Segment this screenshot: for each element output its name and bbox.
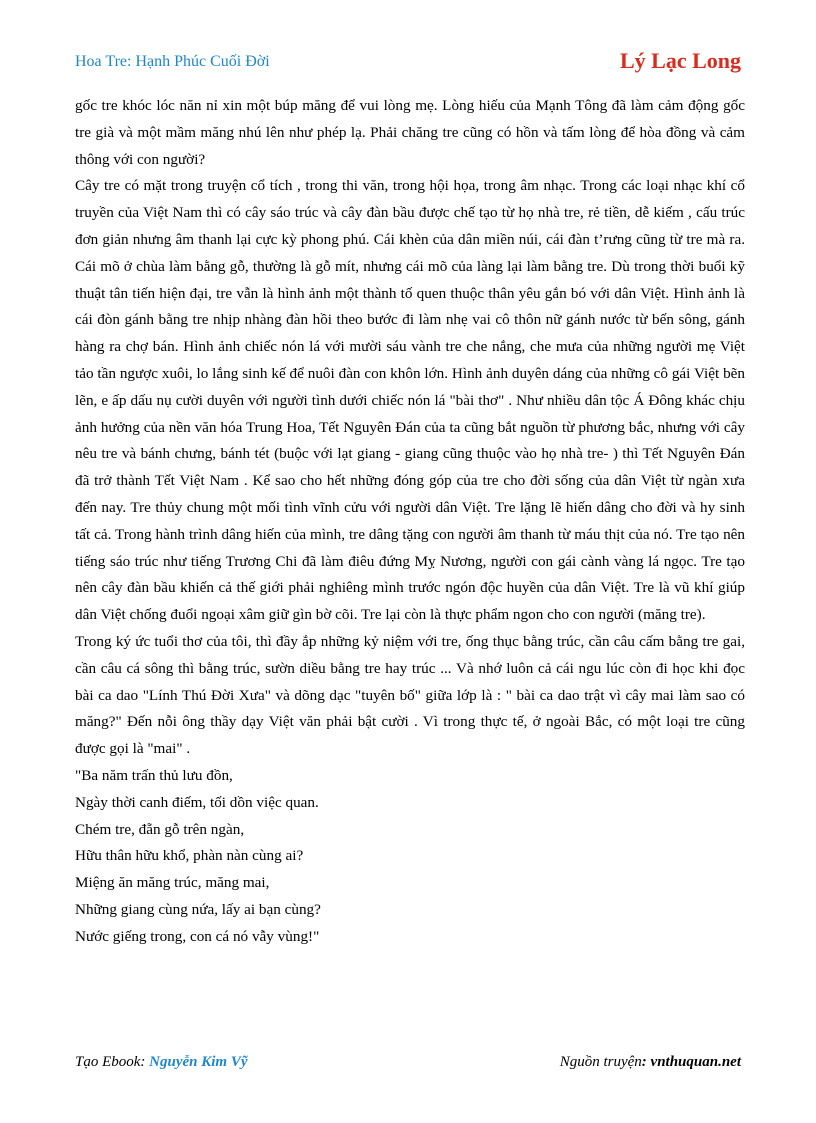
book-title: Hoa Tre: Hạnh Phúc Cuối Đời — [75, 53, 270, 70]
source-credit — [560, 1054, 741, 1071]
verse-line: "Ba năm trấn thủ lưu đồn, — [75, 766, 233, 784]
ebook-creator: Nguyễn Kim Vỹ — [149, 1054, 248, 1070]
author-name: Lý Lạc Long — [619, 48, 741, 73]
body-text — [75, 93, 745, 951]
paragraph: Trong ký ức tuổi thơ của tôi, thì đầy ắp những kỷ niệm với tre, ống thục bằng trúc, cần câu cấm bằng tre gai, cần câu cá sông thì bằng trúc, sườn diều bằng tre hay trúc ... Và nhớ luôn cả cái ngu lúc còn đi học khi đọc bài ca dao "Lính Thú Đời Xưa" và dõng dạc "tuyên bố" giữa lớp là : " bài ca dao trật vì cây mai làm sao có măng?" Đến nỗi ông thầy dạy Việt văn phải bật cười . Vì trong thực tế, ở ngoài Bắc, có một loại tre cũng được gọi là "mai" . — [75, 632, 745, 758]
verse-line: Những giang cùng nứa, lấy ai bạn cùng? — [75, 900, 321, 918]
paragraph: Cây tre có mặt trong truyện cổ tích , trong thi văn, trong hội họa, trong âm nhạc. Trong các loại nhạc khí cổ truyền của Việt Nam thì có cây sáo trúc và cây đàn bầu được chế tạo từ họ nhà tre, rẻ tiền, dễ kiếm , cấu trúc đơn giản nhưng âm thanh lại cực kỳ phong phú. Cái khèn của dân miền núi, cái đàn t’rưng cũng từ tre mà ra. Cái mõ ở chùa làm bằng gỗ, thường là gỗ mít, nhưng cái mõ của làng lại làm bằng tre. Dù trong thời buổi kỹ thuật tân tiến hiện đại, tre vẫn là hình ảnh một thành tố quen thuộc thân yêu gắn bó với dân Việt. Hình ảnh là cái đòn gánh bằng tre nhịp nhàng đàn hồi theo bước đi làm nhẹ vai cô thôn nữ gánh nước từ bến sông, gánh hàng ra chợ bán. Hình ảnh chiếc nón lá với mười sáu vành tre che nắng, che mưa của những người mẹ Việt tảo tần ngược xuôi, lo lắng sinh kế để nuôi đàn con khôn lớn. Hình ảnh duyên dáng của những cô gái Việt bẽn lẽn, e ấp dấu nụ cười duyên với người tình dưới chiếc nón lá "bài thơ" . Như nhiều dân tộc Á Đông khác chịu ảnh hưởng của nền văn hóa Trung Hoa, Tết Nguyên Đán của ta cũng bắt nguồn từ phương bắc, nhưng với cây nêu tre và bánh chưng, bánh tét (buộc với lạt giang - giang cũng thuộc vào họ nhà tre- ) thì Tết Nguyên Đán đã trở thành Tết Việt Nam . Kể sao cho hết những đóng góp của tre cho đời sống của dân Việt từ ngàn xưa đến nay. Tre thủy chung một mối tình vĩnh cửu với người dân Việt. Tre lặng lẽ hiến dâng cho đời và hy sinh tất cả. Trong hành trình dâng hiến của mình, tre dâng tặng con người âm thanh từ máu thịt của nó. Tre tạo nên tiếng sáo trúc như tiếng Trương Chi đã làm điêu đứng Mỵ Nương, người con gái cành vàng lá ngọc. Tre tạo nên cây đàn bầu khiến cả thế giới phải nghiêng mình trước ngón độc huyền của dân Việt. Tre là vũ khí giúp dân Việt chống đuổi ngoại xâm giữ gìn bờ cõi. Tre lại còn là thực phẩm ngon cho con người (măng tre). — [75, 177, 745, 624]
source-separator: : — [641, 1054, 651, 1070]
source-site: vnthuquan.net — [650, 1054, 741, 1070]
verse-line: Hữu thân hữu khổ, phàn nàn cùng ai? — [75, 847, 304, 865]
verse-line: Chém tre, đẵn gỗ trên ngàn, — [75, 820, 245, 838]
ebook-credit — [75, 1054, 248, 1071]
ebook-label: Tạo Ebook — [75, 1054, 141, 1070]
ebook-separator: : — [140, 1054, 150, 1070]
poem-verse — [75, 763, 745, 951]
verse-line: Miệng ăn măng trúc, măng mai, — [75, 874, 270, 892]
page-footer — [75, 1054, 741, 1078]
paragraph: gốc tre khóc lóc năn nỉ xin một búp măng để vui lòng mẹ. Lòng hiếu của Mạnh Tông đã làm cảm động gốc tre già và một mầm măng nhú lên như phép lạ. Phải chăng tre cũng có hồn và tấm lòng để hòa đồng và cảm thông với con người? — [75, 97, 745, 168]
verse-line: Nước giếng trong, con cá nó vẫy vùng!" — [75, 927, 320, 945]
page-header — [75, 48, 741, 78]
verse-line: Ngày thời canh điếm, tối dồn việc quan. — [75, 793, 319, 811]
source-label: Nguồn truyện — [559, 1054, 642, 1070]
